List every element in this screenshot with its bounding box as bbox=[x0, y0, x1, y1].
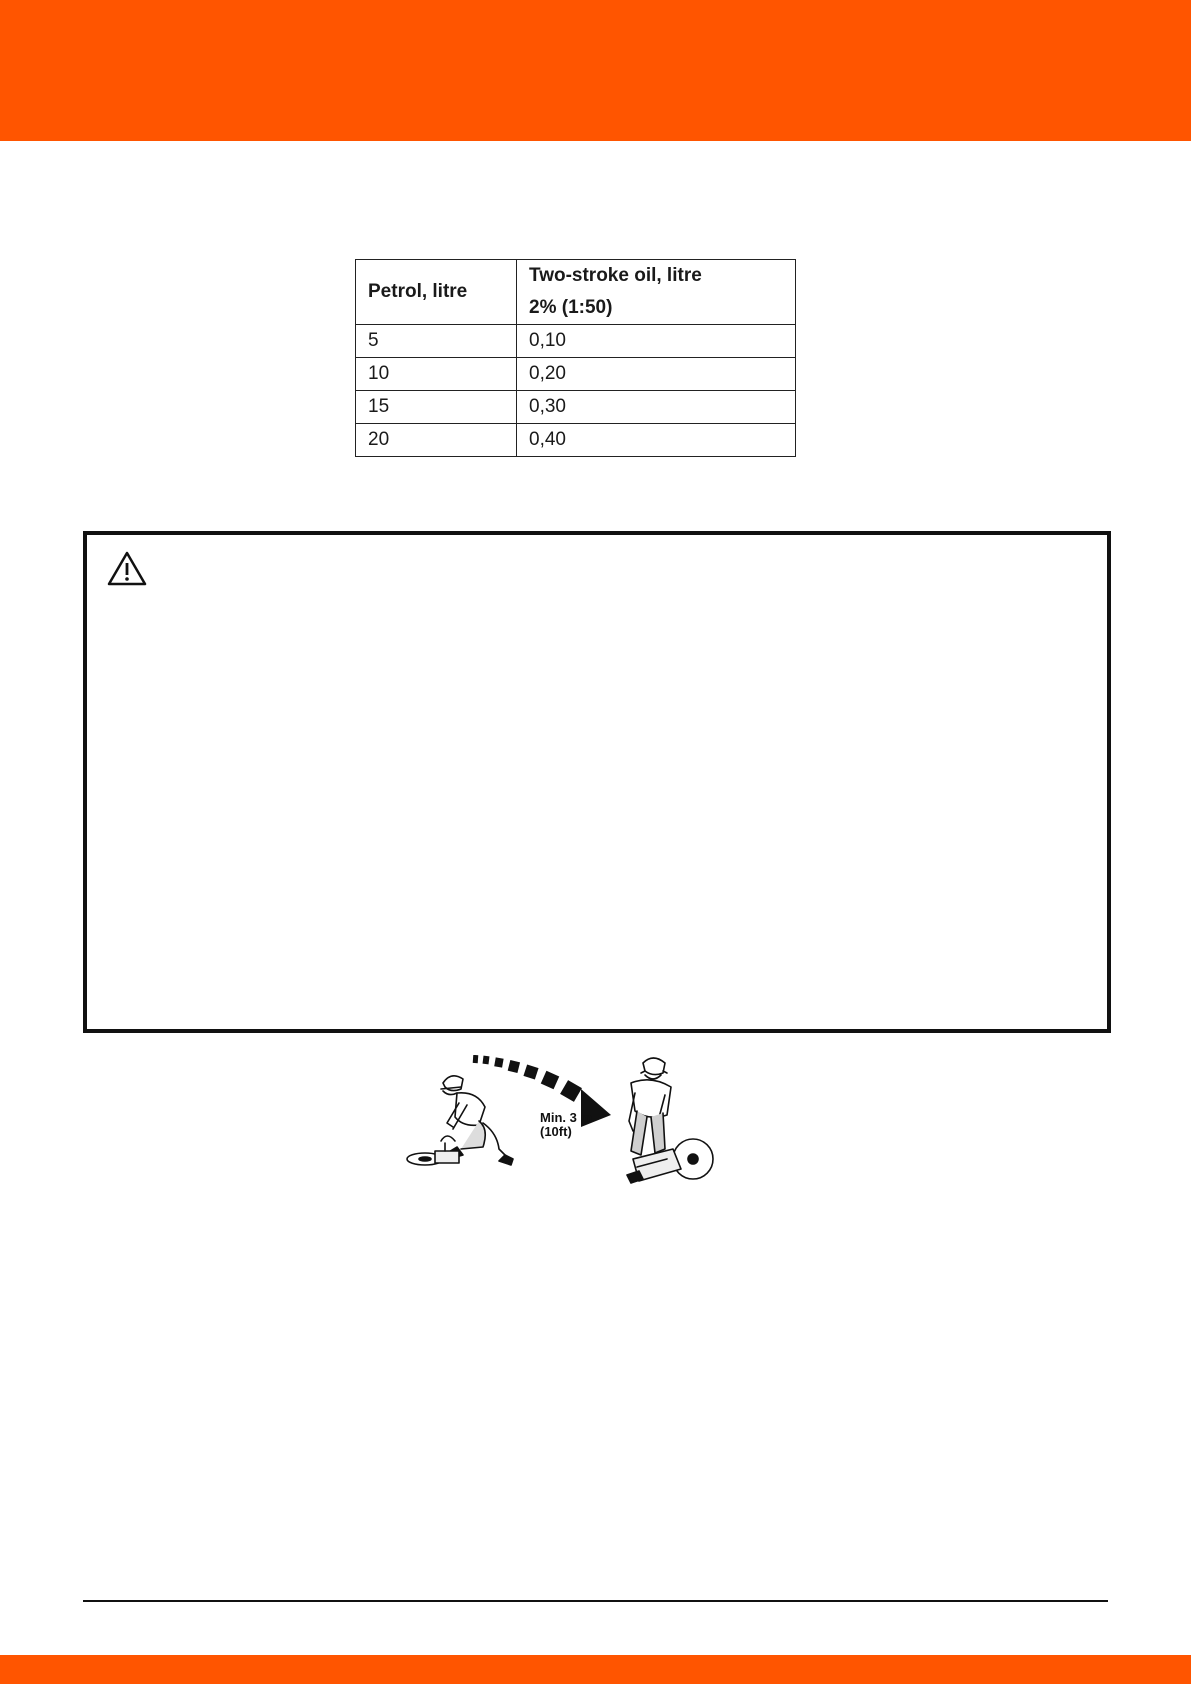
petrol-cell: 10 bbox=[356, 358, 517, 391]
petrol-cell: 5 bbox=[356, 325, 517, 358]
table-row bbox=[356, 391, 796, 424]
warning-box bbox=[83, 531, 1111, 1033]
distance-label-line1: Min. 3 m bbox=[540, 1110, 593, 1125]
warning-triangle-icon bbox=[107, 551, 147, 587]
table-row bbox=[356, 424, 796, 457]
refuelling-worker-figure bbox=[407, 1076, 513, 1165]
petrol-cell: 20 bbox=[356, 424, 517, 457]
fuel-mix-table bbox=[355, 259, 796, 457]
petrol-cell: 15 bbox=[356, 391, 517, 424]
table-row bbox=[356, 358, 796, 391]
distance-label bbox=[540, 1111, 592, 1139]
footer-rule bbox=[83, 1600, 1108, 1602]
header-band bbox=[0, 0, 1191, 141]
oil-cell: 0,20 bbox=[517, 358, 796, 391]
oil-cell: 0,40 bbox=[517, 424, 796, 457]
operator-figure bbox=[627, 1058, 713, 1183]
oil-cell: 0,10 bbox=[517, 325, 796, 358]
oil-cell: 0,30 bbox=[517, 391, 796, 424]
table-row bbox=[356, 325, 796, 358]
oil-header-line1: Two-stroke oil, litre bbox=[529, 265, 702, 286]
table-header-row bbox=[356, 260, 796, 325]
petrol-column-header: Petrol, litre bbox=[356, 260, 517, 325]
oil-column-header bbox=[517, 260, 796, 325]
footer-band bbox=[0, 1655, 1191, 1684]
oil-header-line2: 2% (1:50) bbox=[529, 297, 613, 318]
distance-label-line2: (10ft) bbox=[540, 1124, 572, 1139]
